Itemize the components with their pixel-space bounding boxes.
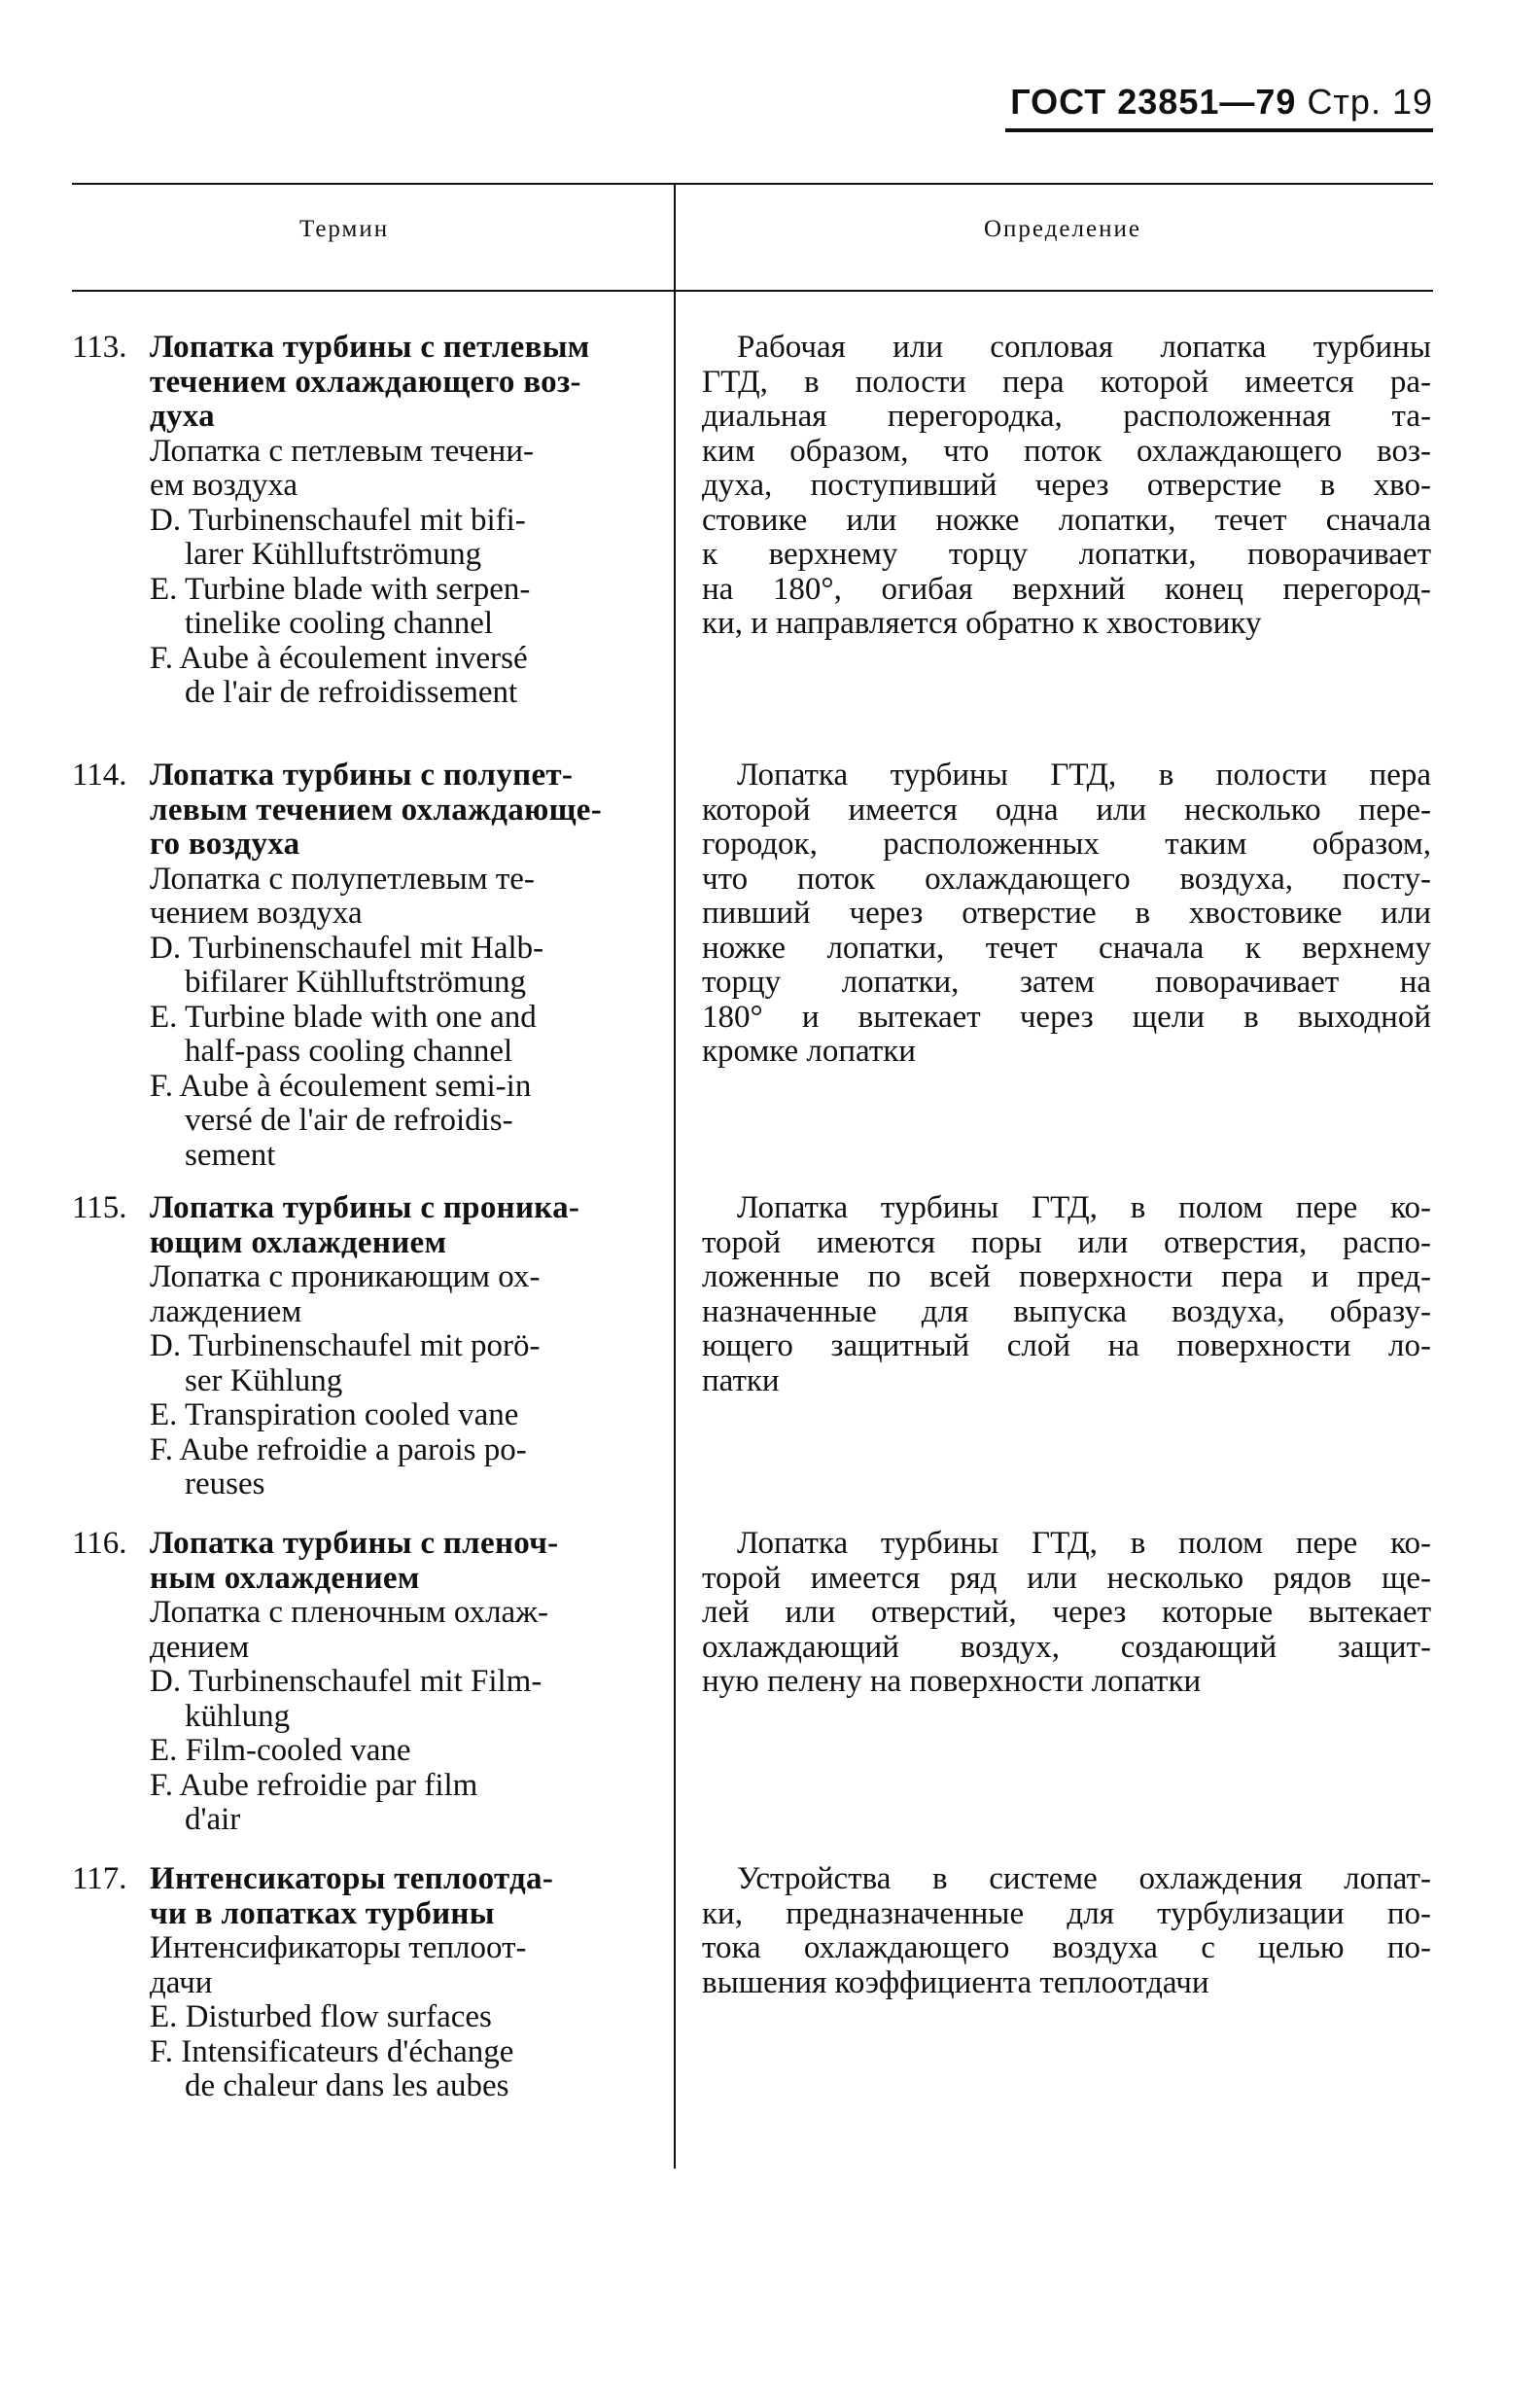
- term-synonym-line: лаждением: [150, 1293, 302, 1329]
- term-synonym-line: F. Aube refroidie a parois po-: [150, 1431, 527, 1467]
- term-synonym-line: D. Turbinenschaufel mit Film-: [150, 1664, 542, 1699]
- term-synonym-line: tinelike cooling channel: [185, 606, 494, 641]
- term-body: [150, 1191, 655, 1502]
- definition-line: ножке лопатки, течет сначала к верхнему: [702, 930, 1431, 966]
- definition-line: к верхнему торцу лопатки, поворачивает: [702, 537, 1431, 572]
- term-title-line: ным охлаждением: [150, 1560, 420, 1596]
- term-synonym-line: дачи: [150, 1964, 213, 2000]
- term-title-line: чи в лопатках турбины: [150, 1895, 495, 1931]
- definition-line: Лопатка турбины ГТД, в полости пера: [737, 758, 1431, 793]
- definition-line: лей или отверстий, через которые вытекает: [702, 1595, 1431, 1630]
- definition-line: ки, и направляется обратно к хвостовику: [702, 606, 1262, 641]
- definition-line: Лопатка турбины ГТД, в полом пере ко-: [737, 1526, 1431, 1561]
- definition-line: духа, поступивший через отверстие в хво-: [702, 468, 1431, 503]
- term-body: [150, 759, 655, 1173]
- definition-line: диальная перегородка, расположенная та-: [702, 399, 1431, 434]
- table-top-rule: [72, 183, 1433, 185]
- definition-cell: [702, 1191, 1431, 1398]
- term-synonym-line: Лопатка с пленочным охлаж-: [150, 1595, 548, 1630]
- term-title-line: духа: [150, 399, 215, 434]
- definition-line: ГТД, в полости пера которой имеется ра-: [702, 364, 1431, 400]
- term-cell: [72, 1527, 655, 1838]
- term-cell: [72, 1191, 655, 1502]
- definition-line: ки, предназначенные для турбулизации по-: [702, 1895, 1431, 1931]
- definition-line: вышения коэффициента теплоотдачи: [702, 1964, 1209, 2000]
- term-synonym-line: D. Turbinenschaufel mit bifi-: [150, 502, 526, 538]
- definition-line: охлаждающий воздух, создающий защит-: [702, 1629, 1431, 1665]
- definition-line: ющего защитный слой на поверхности ло-: [702, 1328, 1431, 1363]
- term-synonym-line: ser Kühlung: [185, 1362, 343, 1398]
- definition-cell: [702, 759, 1431, 1070]
- term-synonym-line: de chaleur dans les aubes: [185, 2068, 509, 2103]
- term-cell: [72, 331, 655, 711]
- term-title-line: Лопатка турбины с проника-: [150, 1190, 580, 1225]
- term-synonym-line: Лопатка с полупетлевым те-: [150, 861, 535, 897]
- standard-number: ГОСТ 23851—79: [1010, 82, 1297, 122]
- term-synonym-line: D. Turbinenschaufel mit Halb-: [150, 930, 544, 966]
- term-title-line: Интенсикаторы теплоотда-: [150, 1861, 554, 1896]
- definition-line: назначенные для выпуска воздуха, образу-: [702, 1293, 1431, 1329]
- definition-line: торцу лопатки, затем поворачивает на: [702, 965, 1431, 1000]
- definition-line: ким образом, что поток охлаждающего воз-: [702, 433, 1431, 469]
- term-cell: [72, 1862, 655, 2104]
- term-synonym-line: F. Intensificateurs d'échange: [150, 2033, 514, 2069]
- term-synonym-line: Интенсификаторы теплоот-: [150, 1930, 527, 1965]
- definition-line: которой имеется одна или несколько пере-: [702, 792, 1431, 828]
- term-synonym-line: reuses: [185, 1466, 265, 1501]
- term-number: 116.: [72, 1526, 127, 1561]
- page-header: [1010, 82, 1433, 123]
- term-body: [150, 1862, 655, 2104]
- definition-line: кромке лопатки: [702, 1034, 916, 1069]
- definition-line: торой имеется ряд или несколько рядов ще-: [702, 1560, 1431, 1596]
- term-synonym-line: F. Aube à écoulement inversé: [150, 640, 528, 676]
- term-synonym-line: kühlung: [185, 1698, 291, 1734]
- column-divider: [674, 185, 676, 2169]
- page-number: Стр. 19: [1307, 82, 1433, 122]
- term-synonym-line: E. Turbine blade with serpen-: [150, 571, 531, 607]
- definition-line: стовике или ножке лопатки, течет сначала: [702, 502, 1431, 538]
- definition-line: 180° и вытекает через щели в выходной: [702, 999, 1431, 1035]
- term-synonym-line: Лопатка с проникающим ох-: [150, 1259, 541, 1294]
- term-synonym-line: half-pass cooling channel: [185, 1034, 513, 1069]
- definition-cell: [702, 1527, 1431, 1700]
- term-synonym-line: sement: [185, 1137, 276, 1173]
- table-header-rule: [72, 290, 1433, 292]
- term-title-line: Лопатка турбины с пленоч-: [150, 1526, 559, 1561]
- definition-line: тока охлаждающего воздуха с целью по-: [702, 1930, 1431, 1965]
- term-synonym-line: versé de l'air de refroidis-: [185, 1103, 513, 1138]
- term-synonym-line: D. Turbinenschaufel mit porö-: [150, 1328, 541, 1363]
- definition-cell: [702, 1862, 1431, 2000]
- term-title-line: левым течением охлаждающе-: [150, 792, 602, 828]
- term-synonym-line: E. Disturbed flow surfaces: [150, 1999, 492, 2034]
- term-synonym-line: E. Transpiration cooled vane: [150, 1397, 519, 1432]
- term-title-line: ющим охлаждением: [150, 1224, 447, 1260]
- definition-line: ложенные по всей поверхности пера и пред-: [702, 1259, 1431, 1294]
- definition-line: пивший через отверстие в хвостовике или: [702, 896, 1431, 931]
- term-synonym-line: d'air: [185, 1802, 241, 1837]
- term-synonym-line: чением воздуха: [150, 896, 363, 931]
- definition-line: Устройства в системе охлаждения лопат-: [737, 1861, 1431, 1896]
- term-cell: [72, 759, 655, 1173]
- term-title-line: Лопатка турбины с петлевым: [150, 330, 590, 365]
- definition-cell: [702, 331, 1431, 642]
- term-body: [150, 1527, 655, 1838]
- term-synonym-line: bifilarer Kühlluftströmung: [185, 965, 527, 1000]
- term-synonym-line: F. Aube à écoulement semi-in: [150, 1068, 532, 1104]
- term-synonym-line: F. Aube refroidie par film: [150, 1767, 478, 1803]
- term-number: 113.: [72, 330, 127, 365]
- column-header-term: Термин: [299, 216, 390, 242]
- term-synonym-line: ем воздуха: [150, 468, 298, 503]
- definition-line: городок, расположенных таким образом,: [702, 827, 1431, 862]
- term-synonym-line: larer Kühlluftströmung: [185, 537, 482, 572]
- term-synonym-line: de l'air de refroidissement: [185, 675, 518, 710]
- definition-line: на 180°, огибая верхний конец перегород-: [702, 571, 1431, 607]
- definition-line: ную пелену на поверхности лопатки: [702, 1664, 1202, 1699]
- column-header-definition: Определение: [984, 216, 1141, 242]
- term-number: 114.: [72, 758, 127, 793]
- definition-line: Лопатка турбины ГТД, в полом пере ко-: [737, 1190, 1431, 1225]
- definition-line: Рабочая или сопловая лопатка турбины: [737, 330, 1431, 365]
- term-synonym-line: Лопатка с петлевым течени-: [150, 433, 534, 469]
- definition-line: что поток охлаждающего воздуха, посту-: [702, 861, 1431, 897]
- term-title-line: го воздуха: [150, 827, 300, 862]
- term-number: 115.: [72, 1190, 127, 1225]
- term-number: 117.: [72, 1861, 127, 1896]
- term-body: [150, 331, 655, 711]
- term-title-line: течением охлаждающего воз-: [150, 364, 581, 400]
- definition-line: патки: [702, 1362, 780, 1398]
- definition-line: торой имеются поры или отверстия, распо-: [702, 1224, 1431, 1260]
- term-synonym-line: E. Turbine blade with one and: [150, 999, 537, 1035]
- term-synonym-line: дением: [150, 1629, 250, 1665]
- term-title-line: Лопатка турбины с полупет-: [150, 758, 574, 793]
- term-synonym-line: E. Film-cooled vane: [150, 1733, 411, 1768]
- header-rule: [1005, 128, 1433, 132]
